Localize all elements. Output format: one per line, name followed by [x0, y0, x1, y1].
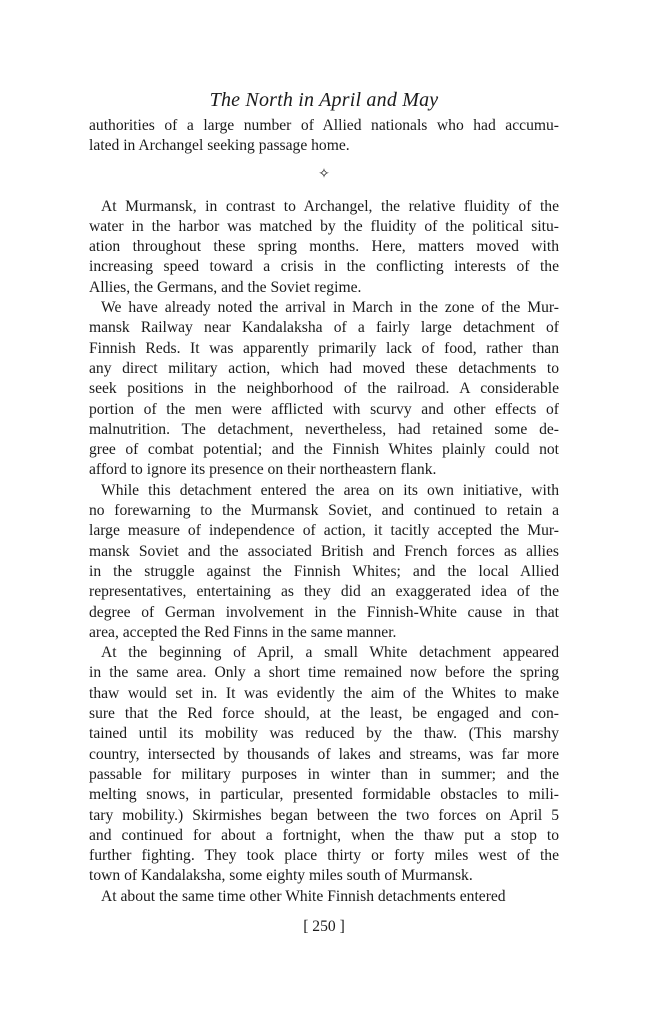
text-line: thaw would set in. It was evidently the aim of the Whites to make: [89, 684, 559, 702]
paragraph-april-white-detachment: [89, 643, 559, 887]
text-line: sure that the Red force should, at the least, be engaged and con-: [89, 705, 559, 723]
text-line: At Murmansk, in contrast to Archangel, the relative fluidity of the: [101, 197, 559, 215]
text-line: country, intersected by thousands of lakes and streams, was far more: [89, 745, 559, 763]
text-line: further fighting. They took place thirty or forty miles west of the: [89, 847, 559, 865]
text-line: tary mobility.) Skirmishes began between the two forces on April 5: [89, 806, 559, 824]
text-line: representatives, entertaining as they did an exaggerated idea of the: [89, 583, 559, 601]
text-line: afford to ignore its presence on their northeastern flank.: [89, 461, 437, 479]
book-page: [89, 86, 559, 937]
text-line: melting snows, in particular, presented formidable obstacles to mili-: [89, 786, 559, 804]
paragraph-finnish-reds: [89, 298, 559, 481]
text-line: large measure of independence of action, it tacitly accepted the Mur-: [89, 522, 559, 540]
paragraph-detachment-initiative: [89, 481, 559, 643]
text-line: seek positions in the neighborhood of the railroad. A considerable: [89, 380, 559, 398]
text-line: passable for military purposes in winter than in summer; and the: [89, 765, 559, 783]
text-line: increasing speed toward a crisis in the conflicting interests of the: [89, 258, 559, 276]
running-title: The North in April and May: [209, 89, 439, 111]
text-line: At the beginning of April, a small White detachment appeared: [101, 644, 559, 662]
text-line: Allies, the Germans, and the Soviet regime.: [89, 278, 362, 296]
text-line: authorities of a large number of Allied nationals who had accumu-: [89, 117, 559, 134]
text-line: degree of German involvement in the Finnish-White cause in that: [89, 603, 559, 621]
text-line: any direct military action, which had moved these detachments to: [89, 359, 559, 377]
text-line: and continued for about a fortnight, when the thaw put a stop to: [89, 826, 559, 844]
text-line: mansk Soviet and the associated British and French forces as allies: [89, 542, 559, 560]
text-line: water in the harbor was matched by the fluidity of the political situ-: [89, 217, 559, 235]
text-line: area, accepted the Red Finns in the same manner.: [89, 623, 397, 641]
text-line: portion of the men were afflicted with scurvy and other effects of: [89, 400, 559, 418]
section-break-ornament: ✧: [318, 166, 330, 182]
text-line: in the same area. Only a short time remained now before the spring: [89, 664, 559, 682]
text-line: no forewarning to the Murmansk Soviet, and continued to retain a: [89, 502, 559, 520]
text-line: lated in Archangel seeking passage home.: [89, 137, 350, 155]
text-line: While this detachment entered the area on its own initiative, with: [101, 481, 559, 499]
text-line: in the struggle against the Finnish Whites; and the local Allied: [89, 562, 559, 580]
text-line: mansk Railway near Kandalaksha of a fairly large detachment of: [89, 319, 559, 337]
text-line: We have already noted the arrival in March in the zone of the Mur-: [101, 299, 559, 317]
text-line: gree of combat potential; and the Finnish Whites plainly could not: [89, 441, 559, 459]
paragraph-murmansk-fluidity: [89, 197, 559, 298]
opening-paragraph: [89, 116, 559, 157]
text-line: Finnish Reds. It was apparently primarily lack of food, rather than: [89, 339, 559, 357]
text-line: ation throughout these spring months. Here, matters moved with: [89, 238, 559, 256]
text-line: malnutrition. The detachment, nevertheless, had retained some de-: [89, 420, 559, 438]
paragraph-other-detachments: [89, 887, 559, 907]
page-body: [89, 116, 559, 907]
text-line: tained until its mobility was reduced by the thaw. (This marshy: [89, 725, 559, 743]
text-line: town of Kandalaksha, some eighty miles south of Murmansk.: [89, 867, 473, 885]
page-number: [ 250 ]: [303, 917, 345, 935]
text-line: At about the same time other White Finnish detachments entered: [101, 887, 506, 905]
